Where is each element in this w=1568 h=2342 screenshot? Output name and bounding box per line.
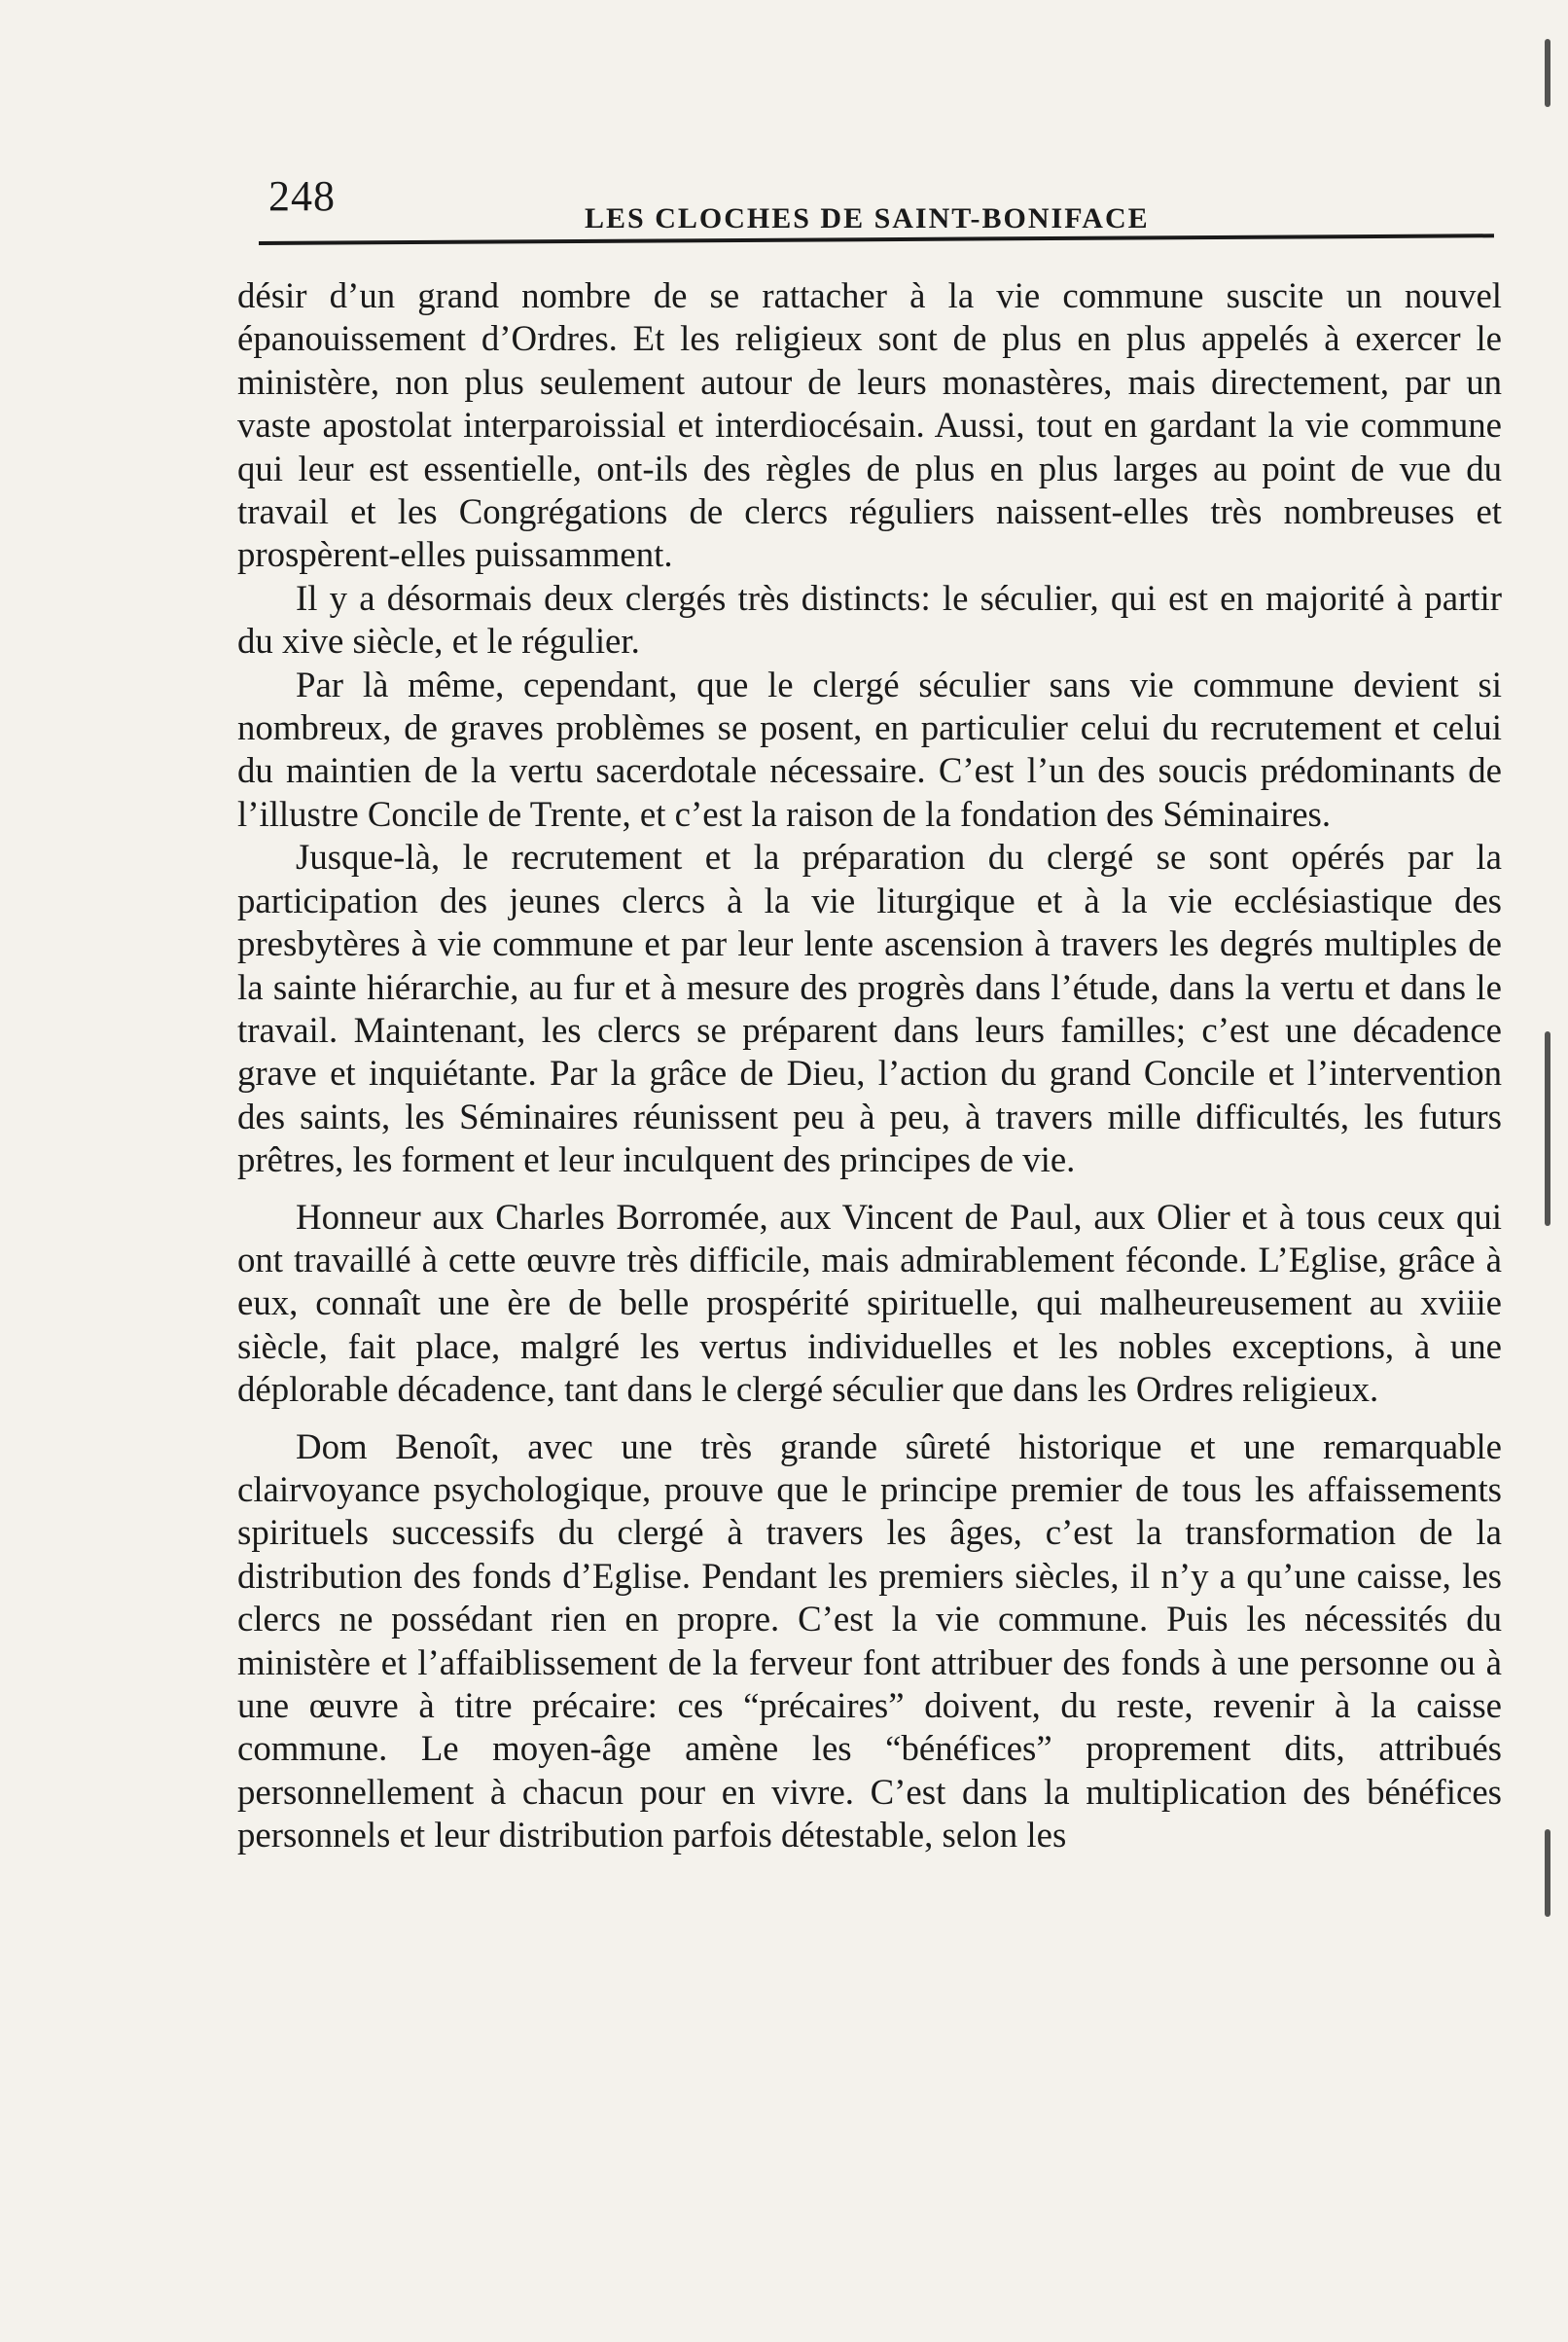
scan-edge-mark xyxy=(1545,39,1550,107)
scan-edge-mark xyxy=(1545,1031,1550,1226)
scan-edge-mark xyxy=(1545,1829,1550,1917)
running-title: LES CLOCHES DE SAINT-BONIFACE xyxy=(585,202,1150,234)
paragraph: Dom Benoît, avec une très grande sûreté historique et une remarquable clairvoyance psychologique, prouve que le principe premier de tous les affaissements spirituels successifs du clergé à travers les âges, c’est la transformation de la distribution des fonds d’Eglise. Pendant les premiers siècles, il n’y a qu’une caisse, les clercs ne possédant rien en propre. C’est la vie commune. Puis les nécessités du ministère et l’affaiblissement de la ferveur font attribuer des fonds à une personne ou à une œuvre à titre précaire: ces “précaires” doivent, du reste, revenir à la caisse commune. Le moyen-âge amène les “bénéfices” proprement dits, attribués personnellement à chacun pour en vivre. C’est dans la multiplication des bénéfices personnels et leur distribution parfois détestable, selon les xyxy=(237,1425,1502,1856)
paragraph: Il y a désormais deux clergés très distincts: le séculier, qui est en majorité à partir du xive siècle, et le régulier. xyxy=(237,577,1502,662)
paragraph: Jusque-là, le recrutement et la préparation du clergé se sont opérés par la participation des jeunes clercs à la vie liturgique et à la vie ecclésiastique des presbytères à vie commune et par leur lente ascension à travers les degrés multiples de la sainte hiérarchie, au fur et à mesure des progrès dans l’étude, dans la vertu et dans le travail. Maintenant, les clercs se préparent dans leurs familles; c’est une décadence grave et inquiétante. Par la grâce de Dieu, l’action du grand Concile et l’intervention des saints, les Séminaires réunissent peu à peu, à travers mille difficultés, les futurs prêtres, les forment et leur inculquent des principes de vie. xyxy=(237,837,1502,1180)
paragraph: désir d’un grand nombre de se rattacher à la vie commune suscite un nouvel épanouissement d’Ordres. Et les religieux sont de plus en plus appelés à exercer le ministère, non plus seulement autour de leurs monastères, mais directement, par un vaste apostolat interparoissial et interdiocésain. Aussi, tout en gardant la vie commune qui leur est essentielle, ont-ils des règles de plus en plus larges au point de vue du travail et les Congrégations de clercs réguliers naissent-elles très nombreuses et prospèrent-elles puissamment. xyxy=(237,275,1502,575)
body-text xyxy=(237,274,1502,1857)
paragraph: Par là même, cependant, que le clergé séculier sans vie commune devient si nombreux, de graves problèmes se posent, en particulier celui du recrutement et celui du maintien de la vertu sacerdotale nécessaire. C’est l’un des soucis prédominants de l’illustre Concile de Trente, et c’est la raison de la fondation des Séminaires. xyxy=(237,664,1502,834)
paragraph: Honneur aux Charles Borromée, aux Vincent de Paul, aux Olier et à tous ceux qui ont travaillé à cette œuvre très difficile, mais admirablement féconde. L’Eglise, grâce à eux, connaît une ère de belle prospérité spirituelle, qui malheureusement au xviiie siècle, fait place, malgré les vertus individuelles et les nobles exceptions, à une déplorable décadence, tant dans le clergé séculier que dans les Ordres religieux. xyxy=(237,1196,1502,1410)
page-number: 248 xyxy=(268,172,336,220)
